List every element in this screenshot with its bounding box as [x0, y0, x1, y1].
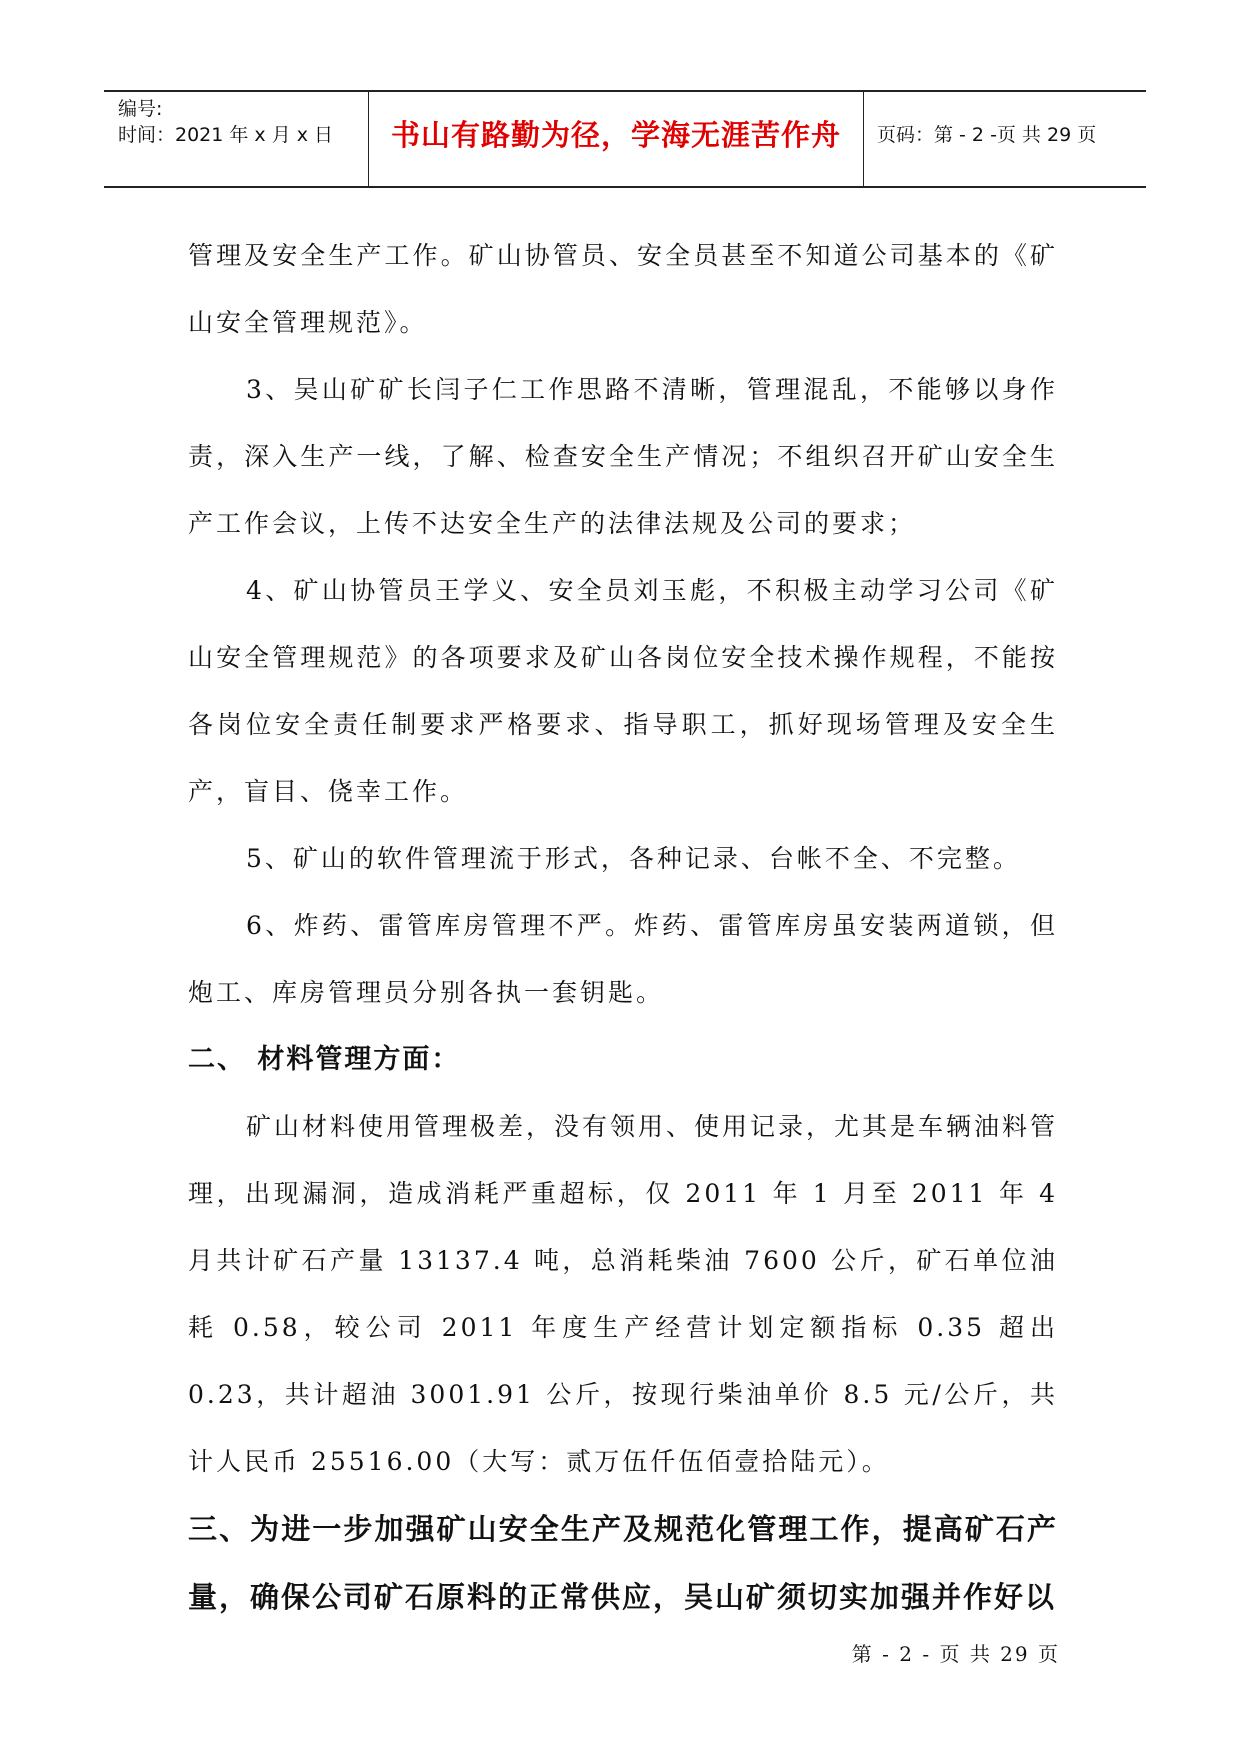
section-heading-materials: 二、 材料管理方面： — [188, 1044, 461, 1075]
page-header — [104, 90, 1146, 188]
document-number-label: 编号: — [118, 98, 163, 120]
header-motto: 书山有路勤为径，学海无涯苦作舟 — [390, 117, 841, 152]
paragraph-item-6: 6、炸药、雷管库房管理不严。炸药、雷管库房虽安装两道锁，但炮工、库房管理员分别各执一套钥匙。 — [188, 911, 1058, 1007]
paragraph-item-4: 4、矿山协管员王学义、安全员刘玉彪，不积极主动学习公司《矿山安全管理规范》的各项要求及矿山各岗位安全技术操作规程，不能按各岗位安全责任制要求严格要求、指导职工，抓好现场管理及安全生产，盲目、侥幸工作。 — [188, 576, 1058, 806]
section-heading-improvement: 三、为进一步加强矿山安全生产及规范化管理工作，提高矿石产量，确保公司矿石原料的正常供应，吴山矿须切实加强并作好以 — [188, 1512, 1058, 1614]
page-footer: 第 - 2 - 页 共 29 页 — [851, 1642, 1060, 1666]
header-motto-cell — [368, 92, 864, 186]
paragraph-item-3: 3、吴山矿矿长闫子仁工作思路不清晰，管理混乱，不能够以身作责，深入生产一线，了解、检查安全生产情况；不组织召开矿山安全生产工作会议，上传不达安全生产的法律法规及公司的要求； — [188, 375, 1058, 538]
header-page-cell — [863, 92, 1146, 186]
document-time-label: 时间：2021 年 x 月 x 日 — [118, 124, 334, 146]
paragraph-item-5: 5、矿山的软件管理流于形式，各种记录、台帐不全、不完整。 — [246, 844, 1021, 873]
paragraph-continuation: 管理及安全生产工作。矿山协管员、安全员甚至不知道公司基本的《矿山安全管理规范》。 — [188, 241, 1058, 337]
paragraph-materials: 矿山材料使用管理极差，没有领用、使用记录，尤其是车辆油料管理，出现漏洞，造成消耗严重超标，仅 2011 年 1 月至 2011 年 4 月共计矿石产量 13137.4 吨，总消耗柴油 7600 公斤，矿石单位油耗 0.58，较公司 2011 年度生产经营计划定额指标 0.35 超出 0.23，共计超油 3001.91 公斤，按现行柴油单价 8.5 元/公斤，共计人民币 25516.00（大写：贰万伍仟伍佰壹拾陆元）。 — [188, 1112, 1059, 1476]
header-meta — [104, 92, 368, 186]
header-page-info: 页码：第 - 2 -页 共 29 页 — [877, 123, 1097, 146]
document-body — [188, 222, 1058, 1631]
